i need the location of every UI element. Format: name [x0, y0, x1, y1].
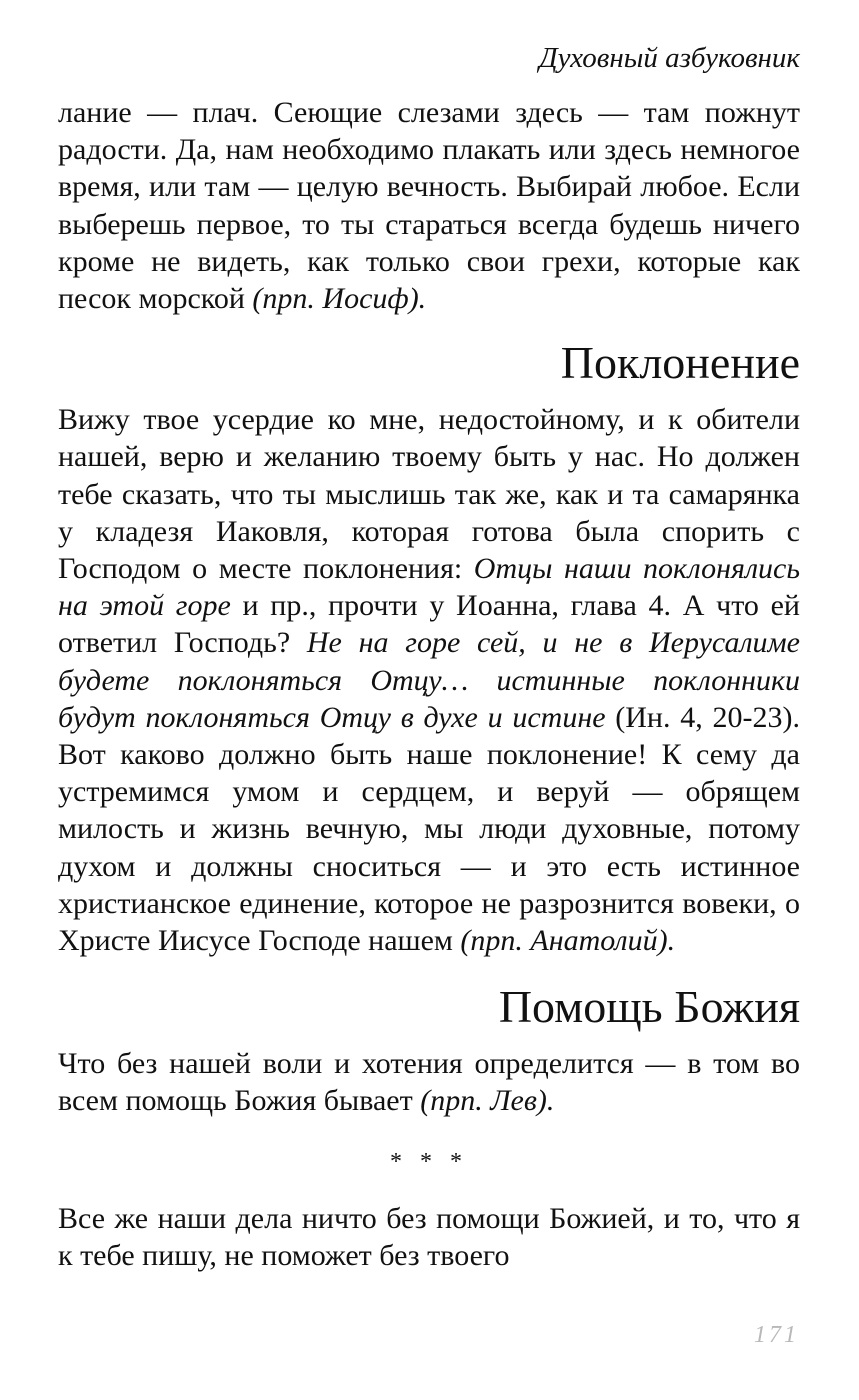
paragraph-pomosch-2: Все же наши дела ничто без помощи Божией, и то, что я к тебе пишу, не поможет без твоего: [58, 1201, 800, 1272]
section-heading-poklonenie: Поклонение: [560, 337, 800, 389]
poklonenie-quote-2: Не на горе сей, и не в Иерусалиме будете поклоняться Отцу… истинные поклонники будут поклоняться Отцу в духе и истине: [58, 626, 800, 734]
poklonenie-quote-1: Отцы наши поклонялись на этой горе: [58, 552, 801, 623]
running-head: Духовный азбуковник: [539, 42, 800, 74]
paragraph-1: [58, 94, 800, 317]
poklonenie-source: (прп. Анатолий).: [460, 924, 676, 958]
paragraph-pomosch-1: [58, 1045, 800, 1119]
page: [58, 36, 800, 1274]
section-separator: * * *: [390, 1148, 468, 1175]
pomosch-source: (прп. Лев).: [420, 1084, 555, 1118]
paragraph-1-source: (прп. Иосиф).: [252, 282, 427, 316]
paragraph-1-text: лание — плач. Сеющие слезами здесь — там пожнут радости. Да, нам необходимо плакать или здесь немногое время, или там — целую вечность. Выбирай любое. Если выберешь первое, то ты стараться всегда будешь ничего кроме не видеть, как только свои грехи, которые как песок морской: [58, 96, 800, 316]
section-heading-pomosch: Помощь Божия: [498, 981, 800, 1033]
pomosch-text-1: Что без нашей воли и хотения определится — в том во всем помощь Божия бывает: [58, 1047, 800, 1118]
poklonenie-text-3: (Ин. 4, 20-23). Вот каково должно быть наше поклонение! К сему да устремимся умом и сердцем, и веруй — обрящем милость и жизнь вечную, мы люди духовные, потому духом и должны сноситься — и это есть истинное христианское единение, которое не разрознится вовеки, о Христе Иисусе Господе нашем: [58, 700, 800, 958]
paragraph-poklonenie: [58, 401, 800, 959]
page-number: 171: [754, 1322, 799, 1348]
poklonenie-text-2: и пр., прочти у Иоанна, глава 4. А что ей ответил Господь?: [58, 589, 800, 660]
poklonenie-text-1: Вижу твое усердие ко мне, недостойному, и к обители нашей, верю и желанию твоему быть у нас. Но должен тебе сказать, что ты мыслишь так же, как и та самарянка у кладезя Иаковля, которая готова была спорить с Господом о месте поклонения:: [58, 403, 800, 586]
